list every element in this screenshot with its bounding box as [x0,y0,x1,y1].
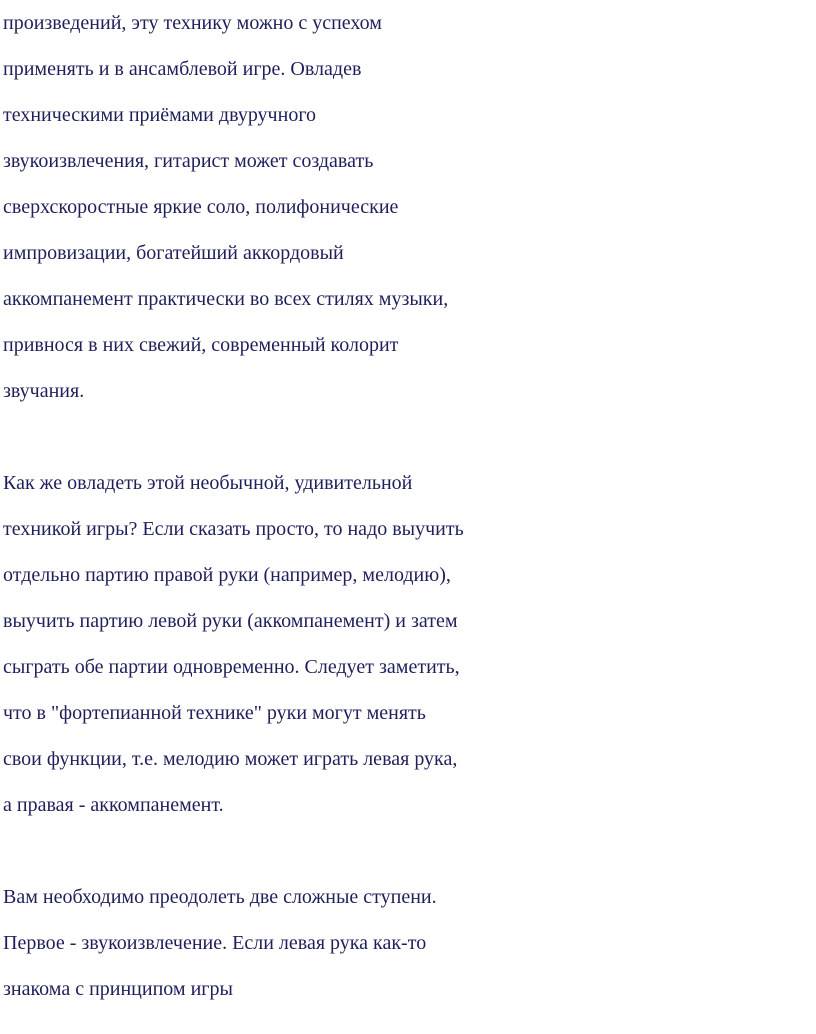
paragraph-1 [3,0,813,414]
text-line: привнося в них свежий, современный колорит [3,334,399,356]
text-line: а правая - аккомпанемент. [3,794,224,816]
text-line: отдельно партию правой руки (например, мелодию), [3,564,451,586]
paragraph-3 [3,874,813,1012]
text-line: сыграть обе партии одновременно. Следует заметить, [3,656,460,678]
text-line: аккомпанемент практически во всех стилях музыки, [3,288,449,310]
text-line: знакома с принципом игры [3,978,233,1000]
paragraph-gap [3,828,813,874]
text-line: применять и в ансамблевой игре. Овладев [3,58,362,80]
text-line: техникой игры? Если сказать просто, то надо выучить [3,518,464,540]
text-line: что в "фортепианной технике" руки могут менять [3,702,426,724]
text-line: сверхскоростные яркие соло, полифонические [3,196,399,218]
text-line: свои функции, т.е. мелодию может играть левая рука, [3,748,458,770]
paragraph-gap [3,414,813,460]
text-line: Как же овладеть этой необычной, удивительной [3,472,413,494]
document-page [3,0,813,1012]
text-line: Первое - звукоизвлечение. Если левая рука как-то [3,932,427,954]
text-line: Вам необходимо преодолеть две сложные ступени. [3,886,437,908]
text-line: звукоизвлечения, гитарист может создавать [3,150,374,172]
paragraph-2 [3,460,813,828]
text-line: произведений, эту технику можно с успехом [3,12,382,34]
text-line: звучания. [3,380,85,402]
text-line: техническими приёмами двуручного [3,104,317,126]
text-line: импровизации, богатейший аккордовый [3,242,344,264]
text-line: выучить партию левой руки (аккомпанемент) и затем [3,610,458,632]
